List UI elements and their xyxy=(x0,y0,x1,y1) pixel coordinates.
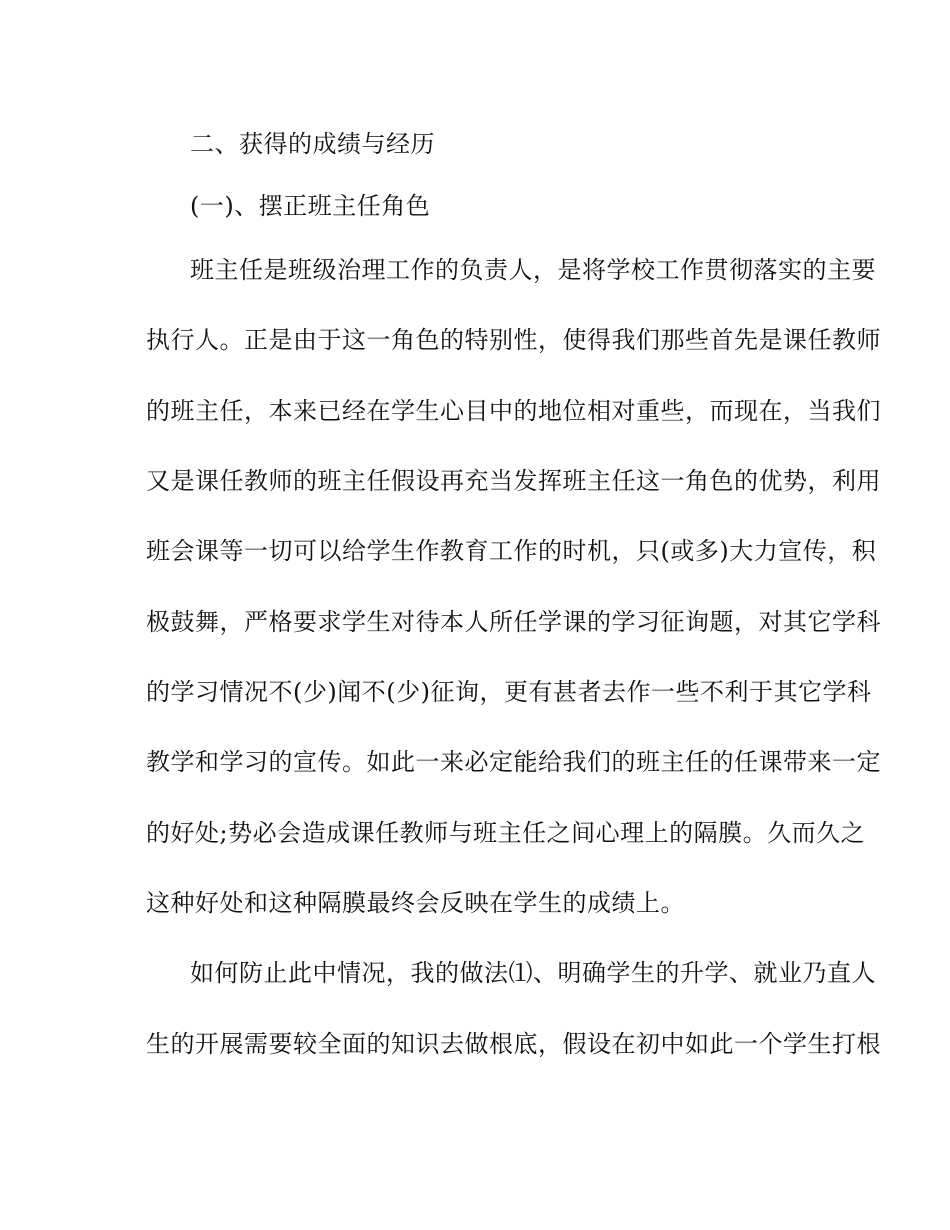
paragraph-line: 极鼓舞，严格要求学生对待本人所任学课的学习征询题，对其它学科 xyxy=(146,608,881,636)
paragraph-line: 这种好处和这种隔膜最终会反映在学生的成绩上。 xyxy=(146,889,685,917)
paragraph-line: 的学习情况不(少)闻不(少)征询，更有甚者去作一些不利于其它学科 xyxy=(146,678,872,706)
paragraph-line: 教学和学习的宣传。如此一来必定能给我们的班主任的任课带来一定 xyxy=(146,748,881,776)
paragraph-line: 的班主任，本来已经在学生心目中的地位相对重些，而现在，当我们 xyxy=(146,397,881,425)
paragraph-line: 又是课任教师的班主任假设再充当发挥班主任这一角色的优势，利用 xyxy=(146,467,881,495)
paragraph-line: 生的开展需要较全面的知识去做根底，假设在初中如此一个学生打根 xyxy=(146,1030,881,1058)
paragraph-line: 班会课等一切可以给学生作教育工作的时机，只(或多)大力宣传，积 xyxy=(146,537,877,565)
paragraph-line: 的好处;势必会造成课任教师与班主任之间心理上的隔膜。久而久之 xyxy=(146,819,866,847)
paragraph-line: 如何防止此中情况，我的做法⑴、明确学生的升学、就业乃直人 xyxy=(190,959,876,987)
paragraph-line: 执行人。正是由于这一角色的特别性，使得我们那些首先是课任教师 xyxy=(146,326,881,354)
paragraph-line: 班主任是班级治理工作的负责人，是将学校工作贯彻落实的主要 xyxy=(190,256,876,284)
subsection-heading: (一)、摆正班主任角色 xyxy=(190,192,431,220)
section-heading: 二、获得的成绩与经历 xyxy=(190,130,435,158)
